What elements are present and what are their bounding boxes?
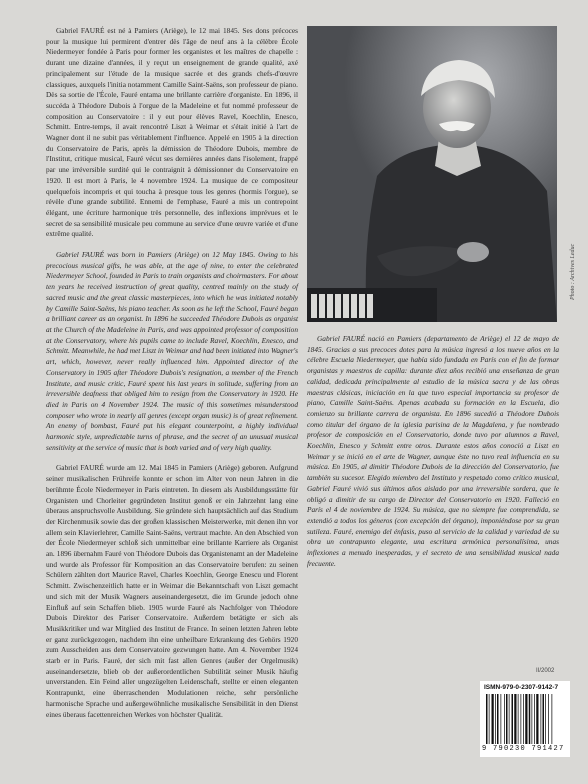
photo-credit: Photo : Archives Leduc	[570, 243, 576, 300]
composer-photo	[307, 26, 557, 322]
barcode-digits: 9 790230 791427	[482, 745, 565, 753]
ismn-label: ISMN-979-0-2307-9142-7	[484, 684, 559, 691]
edition-code: II/2002	[536, 668, 555, 674]
barcode-image	[484, 694, 566, 744]
portrait-illustration	[307, 26, 557, 322]
english-biography: Gabriel FAURÉ was born in Pamiers (Ariège) on 12 May 1845. Owing to his precocious musical gifts, he was able, at the age of nine, to enter the celebrated Niedermeyer School, founded in Paris to train organists and choirmasters. For about ten years he received instruction of great quality, centred mainly on the study of sacred music and the great classic masterpieces, into which he was initiated notably by Camille Saint-Saëns, his piano teacher. As soon as he left the School, Fauré began a brilliant career as an organist. In 1896 he succeeded Théodore Dubois as organist at the Church of the Madeleine in Paris, and was appointed professor of composition at the Conservatory, where his pupils came to include Ravel, Koechlin, Enesco, and Schmitt. Meanwhile, he had met Liszt in Weimar and had been initiated into Wagner's art, which, however, never really influenced him. Appointed director of the Conservatory in 1905 after Théodore Dubois's resignation, a member of the French Institute, and music critic, Fauré spent his last years in solitude, suffering from an irreversible deafness that obliged him to resign from the Conservatory in 1920. He died in Paris on 4 November 1924. The music of this sometimes misunderstood composer who wrote in nearly all genres (except organ music) is of great refinement. An enemy of bombast, Fauré put his elegant counterpoint, a highly individual harmonic style, unpredictable turns of phrase, and the secret of an unusual musical sensitivity at the service of music that is both varied and of very high quality.	[46, 250, 298, 452]
right-column	[307, 334, 559, 579]
spanish-biography: Gabriel FAURÉ nació en Pamiers (departamento de Ariège) el 12 de mayo de 1845. Gracias a sus precoces dotes para la música ingresó a los nueve años en la célebre Escuela Niedermeyer, que había sido fundada en París con el fin de formar organistas y maestros de capilla: durante diez años recibió una enseñanza de gran calidad, dedicada principalmente al estudio de la música sacra y de las obras maestras clásicas, iniciación en la que tuvo especial importancia su profesor de piano, Camille Saint-Saëns. Apenas acabada su formación en la Escuela, dio comienzo su brillante carrera de organista. En 1896 sucedió a Théodore Dubois como titular del órgano de la iglesia parisina de la Magdalena, y fue nombrado profesor de composición en el Conservatorio, donde tuvo por alumnos a Ravel, Koechlin, Enesco y Schmitt entre otros. Durante estos años conoció a Liszt en Weimar y se inició en el arte de Wagner, aunque éste no tuvo real influencia en su música. En 1905, al dimitir Théodore Dubois de la dirección del Conservatorio, fue también su sucesor. Elegido miembro del Instituto y respetado como crítico musical, Gabriel Fauré vivió sus últimos años aislado por una irreversible sordera, que le obligó a dimitir de su cargo de Director del Conservatorio en 1920. Falleció en París el 4 de noviembre de 1924. Su música, que no siempre fue comprendida, se extendió a todos los géneros (con excepción del órgano), imponiéndose por su gran sutileza. Fauré, enemigo del énfasis, puso al servicio de la calidad y variedad de su obra un contrapunto elegante, una escritura armónica personalísima, unas inflexiones a menudo inesperadas, y el secreto de una sensibilidad musical nada frecuente.	[307, 334, 559, 568]
barcode-block	[480, 681, 570, 757]
german-biography: Gabriel FAURÉ wurde am 12. Mai 1845 in Pamiers (Ariège) geboren. Aufgrund seiner musikalischen Frühreife konnte er schon im Alter von neun Jahren in die berühmte École Niedermeyer in Paris eintreten. In diesem als Ausbildungsstätte für Organisten und Chorleiter gegründeten Institut genoß er ein Jahrzehnt lang eine überaus anspruchsvolle Ausbildung. Sie gründete sich hauptsächlich auf das Studium der Kirchenmusik sowie das der großen klassischen Meisterwerke, mit denen ihn vor allem sein Klavierlehrer, Camille Saint-Saëns, vertraut machte. An den Abschied von der École Niedermeyer schloß sich unmittelbar eine brillante Karriere als Organist an. 1896 übernahm Fauré von Théodore Dubois das Organistenamt an der Madeleine und wurde als Professor für Komposition an das Conservatoire berufen: zu seinen Schülern zählten dort Maurice Ravel, Charles Koechlin, George Enescu und Florent Schmitt. Zwischenzeitlich hatte er in Weimar die Bekanntschaft von Liszt gemacht und sich mit der Musik Wagners auseinandergesetzt, die im Grunde jedoch ohne Einfluß auf sein Schaffen blieb. 1905 wurde Fauré als Nachfolger von Théodore Dubois Direktor des Pariser Conservatoire. Außerdem betätigte er sich als Musikkritiker und war Mitglied des Institut de France. In seinen letzten Jahren lebte er ganz zurückgezogen, nachdem ihn eine unheilbare Erkrankung des Gehörs 1920 zum Ausscheiden aus dem Conservatoire gezwungen hatte. Am 4. November 1924 starb er in Paris. Fauré, der sich mit fast allen Genres (außer der Orgelmusik) auseinandersetzte, blieb ob der außerordentlichen Subtilität seiner Musik häufig unverstanden. Ein Feind aller ungezügelten Leidenschaft, stellte er einen eleganten Kontrapunkt, eine überraschenden Modulationen reiche, sehr persönliche harmonische Sprache und außergewöhnliche musikalische Sensibilität in den Dienst eines überaus facettenreichen Werkes von höchster Qualität.	[46, 463, 298, 719]
left-column	[46, 26, 298, 730]
french-biography: Gabriel FAURÉ est né à Pamiers (Ariège), le 12 mai 1845. Ses dons précoces pour la musique lui permirent d'entrer dès l'âge de neuf ans à la célèbre École Niedermeyer fondée à Paris pour former les organistes et les maîtres de chapelle : durant une dizaine d'années, il y reçut un enseignement de grande qualité, axé principalement sur l'étude de la musique sacrée et des grands chefs-d'œuvre classiques, auxquels l'initia notamment Camille Saint-Saëns, son professeur de piano. Dès sa sortie de l'École, Fauré entama une brillante carrière d'organiste. En 1896, il succéda à Théodore Dubois à l'orgue de la Madeleine et fut nommé professeur de composition au Conservatoire : il y eut pour élèves Ravel, Koechlin, Enesco, Schmitt. Entre-temps, il avait rencontré Liszt à Weimar et s'était initié à l'art de Wagner dont il ne subit pas véritablement l'influence. Appelé en 1905 à la direction du Conservatoire de Paris, après la démission de Théodore Dubois, membre de l'Institut, critique musical, Fauré vécut ses dernières années dans l'isolement, frappé par une irréversible surdité qui le contraignit à démissionner du Conservatoire en 1920. Il est mort à Paris, le 4 novembre 1924. La musique de ce compositeur quelquefois incompris et qui toucha à presque tous les genres (hormis l'orgue), se révèle d'une grande subtilité. Ennemi de l'emphase, Fauré a mis un contrepoint élégant, une écriture harmonique très personnelle, des inflexions imprévues et le secret de sa sensibilité musicale peu commune au service d'une œuvre variée et d'une extrême qualité.	[46, 26, 298, 239]
